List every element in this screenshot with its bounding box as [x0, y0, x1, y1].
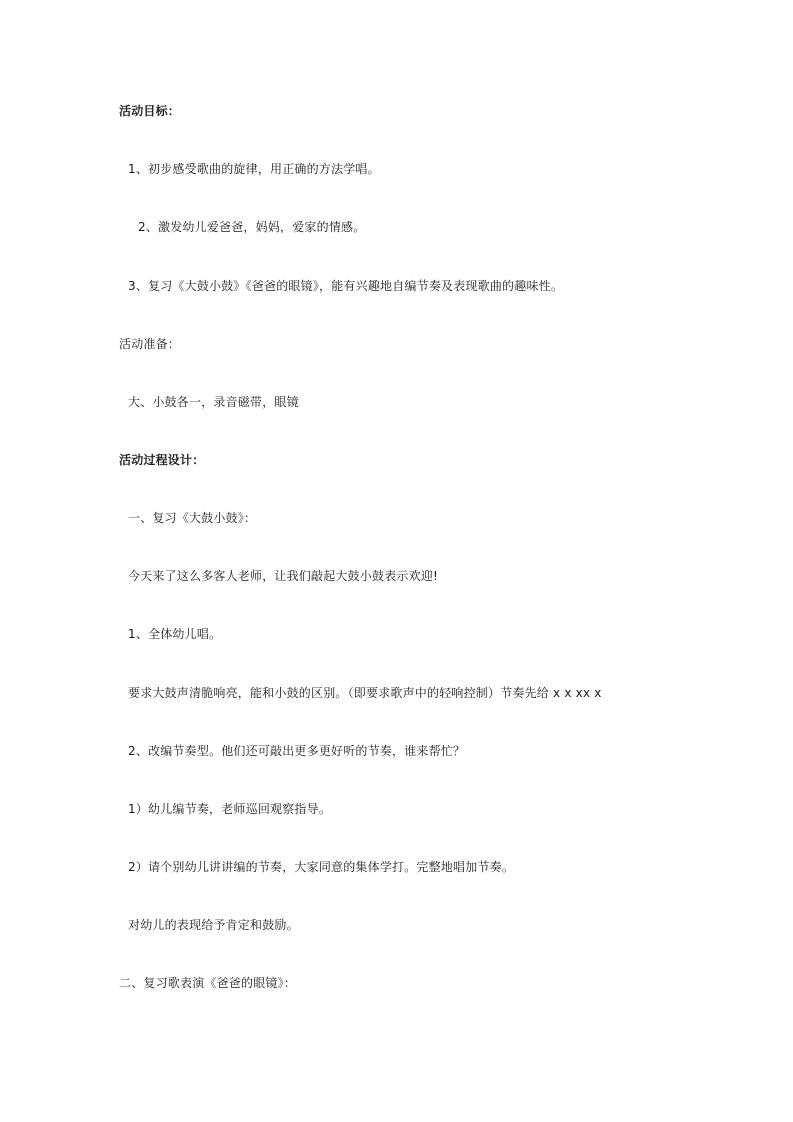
section-two-title: 二、复习歌表演《爸爸的眼镜》： — [119, 976, 297, 990]
goal-item-1: 1、初步感受歌曲的旋律，用正确的方法学唱。 — [128, 162, 380, 176]
substep-1: 1）幼儿编节奏，老师巡回观察指导。 — [128, 802, 332, 816]
requirement-paragraph: 要求大鼓声清脆响亮，能和小鼓的区别。（即要求歌声中的轻响控制）节奏先给 x x xx x — [128, 686, 602, 700]
encouragement-paragraph: 对幼儿的表现给予肯定和鼓励。 — [128, 918, 299, 932]
welcome-paragraph: 今天来了这么多客人老师，让我们敲起大鼓小鼓表示欢迎! — [128, 569, 439, 583]
step-2-rhythm: 2、改编节奏型。他们还可敲出更多更好听的节奏，谁来帮忙？ — [128, 744, 466, 758]
section-one-title: 一、复习《大鼓小鼓》： — [128, 511, 257, 525]
step-1-all-sing: 1、全体幼儿唱。 — [128, 627, 222, 641]
preparation-items: 大、小鼓各一，录音磁带，眼镜 — [128, 395, 299, 409]
heading-activity-process: 活动过程设计： — [119, 453, 205, 467]
substep-2: 2）请个别幼儿讲讲编的节奏，大家同意的集体学打。完整地唱加节奏。 — [128, 860, 515, 874]
heading-activity-goals: 活动目标： — [119, 104, 181, 118]
goal-item-2: 2、激发幼儿爱爸爸，妈妈，爱家的情感。 — [138, 220, 366, 234]
goal-item-3: 3、复习《大鼓小鼓》《爸爸的眼镜》，能有兴趣地自编节奏及表现歌曲的趣味性。 — [128, 279, 564, 293]
heading-activity-preparation: 活动准备： — [119, 337, 181, 351]
